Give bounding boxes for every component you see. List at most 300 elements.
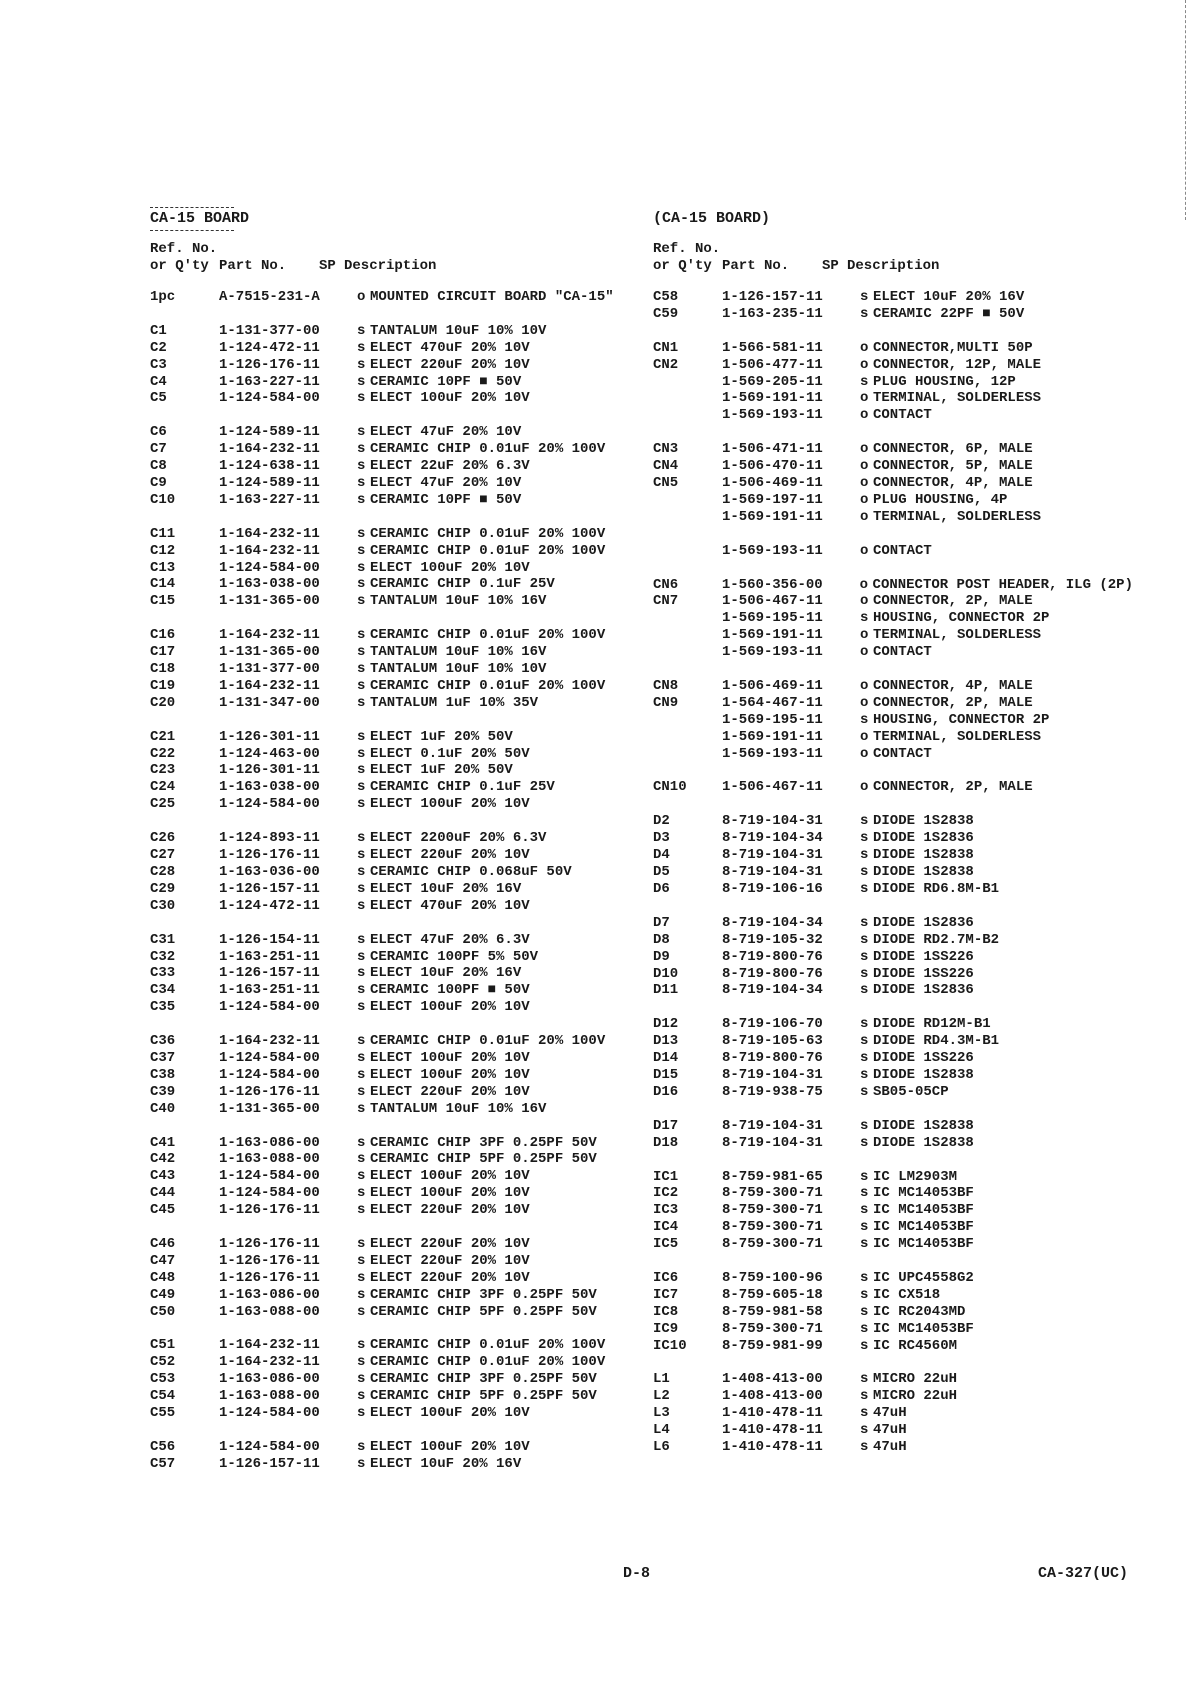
- parts-row: [150, 999, 630, 1016]
- description: CONNECTOR, 4P, MALE: [873, 475, 1033, 492]
- header-sp: SP: [319, 258, 336, 274]
- sp-code: s: [357, 1202, 366, 1219]
- sp-code: o: [860, 694, 869, 711]
- ref-no: [653, 746, 722, 763]
- part-no: 8-719-938-75: [722, 1083, 823, 1100]
- parts-row: [653, 915, 1133, 932]
- description: CONTACT: [873, 745, 932, 762]
- parts-row: [150, 932, 630, 949]
- description: CERAMIC CHIP 5PF 0.25PF 50V: [370, 1151, 597, 1168]
- description: CERAMIC 10PF ■ 50V: [370, 373, 522, 390]
- sp-code: s: [357, 897, 366, 914]
- sp-code: o: [859, 576, 868, 593]
- parts-row: [653, 475, 1133, 492]
- sp-code: s: [357, 677, 366, 694]
- part-no: 1-126-176-11: [219, 1252, 320, 1269]
- sp-code: o: [357, 289, 366, 305]
- description: CONNECTOR, 2P, MALE: [873, 694, 1033, 711]
- parts-row: [653, 1287, 1133, 1304]
- part-no: 1-560-356-00: [721, 576, 823, 593]
- sp-code: s: [357, 847, 366, 864]
- ref-no: C9: [150, 475, 167, 492]
- parts-group: [653, 813, 1133, 897]
- sp-code: s: [860, 914, 869, 931]
- sp-code: s: [357, 1354, 366, 1371]
- sp-code: s: [860, 1320, 869, 1337]
- description: CONNECTOR, 2P, MALE: [873, 779, 1033, 796]
- sp-code: s: [357, 1404, 366, 1421]
- ref-no: C27: [150, 847, 176, 864]
- sp-code: s: [860, 864, 869, 881]
- parts-group: [653, 289, 1133, 323]
- description: CERAMIC 100PF 5% 50V: [370, 948, 539, 965]
- sp-code: o: [860, 339, 869, 356]
- description: DIODE 1S2836: [873, 830, 974, 847]
- sp-code: o: [860, 678, 869, 695]
- parts-group: [150, 526, 630, 610]
- ref-no: IC8: [653, 1303, 679, 1320]
- ref-no: C3: [150, 356, 167, 373]
- sp-code: o: [860, 644, 869, 661]
- part-no: 8-719-104-34: [722, 982, 823, 999]
- description: DIODE 1S2838: [873, 1117, 974, 1134]
- parts-row: [653, 593, 1133, 610]
- ref-no: C11: [150, 525, 176, 542]
- sp-code: s: [357, 491, 366, 508]
- sp-code: s: [357, 948, 366, 965]
- parts-group: [150, 830, 630, 914]
- parts-row: [150, 1371, 630, 1388]
- ref-no: IC3: [653, 1202, 679, 1219]
- description: CONNECTOR POST HEADER, ILG (2P): [872, 576, 1133, 593]
- description: IC RC2043MD: [873, 1303, 966, 1320]
- sp-code: s: [860, 305, 869, 322]
- part-no: 1-126-176-11: [219, 847, 320, 864]
- part-no: 1-506-467-11: [722, 779, 823, 796]
- description: DIODE 1SS226: [873, 965, 974, 982]
- part-no: 1-126-301-11: [219, 728, 320, 745]
- ref-no: C19: [150, 677, 176, 694]
- part-no: 1-569-193-11: [722, 745, 823, 762]
- page-edge-rule: [1185, 0, 1186, 220]
- description: PLUG HOUSING, 4P: [873, 491, 1008, 508]
- sp-code: s: [860, 289, 869, 305]
- board-title: CA-15 BOARD: [150, 210, 250, 227]
- description: CONTACT: [873, 542, 932, 559]
- ref-no: C35: [150, 999, 176, 1016]
- ref-no: C59: [653, 305, 679, 322]
- part-no: 1-410-478-11: [722, 1405, 823, 1422]
- part-no: 1-163-227-11: [219, 491, 320, 508]
- part-no: 8-719-104-34: [722, 914, 823, 931]
- parts-row: [653, 1422, 1133, 1439]
- sp-code: s: [860, 711, 869, 728]
- ref-no: C7: [150, 441, 167, 458]
- ref-no: D9: [653, 948, 670, 965]
- part-no: 1-163-251-11: [219, 948, 320, 965]
- parts-group: [150, 729, 630, 813]
- parts-row: [653, 1219, 1133, 1236]
- sp-code: s: [860, 1016, 869, 1033]
- ref-no: D8: [653, 931, 670, 948]
- ref-no: IC5: [653, 1236, 679, 1253]
- ref-no: C2: [150, 339, 167, 356]
- description: ELECT 10uF 20% 16V: [873, 289, 1025, 305]
- description: ELECT 0.1uF 20% 50V: [370, 745, 530, 762]
- part-no: 8-719-105-32: [722, 931, 823, 948]
- sp-code: s: [860, 847, 869, 864]
- sp-code: s: [357, 525, 366, 542]
- ref-no: CN8: [653, 678, 679, 695]
- description: ELECT 100uF 20% 10V: [370, 1066, 530, 1083]
- ref-no: CN9: [653, 694, 679, 711]
- sp-code: s: [357, 745, 366, 762]
- sp-code: s: [860, 1388, 869, 1405]
- parts-row: [653, 1185, 1133, 1202]
- sp-code: s: [357, 559, 366, 576]
- header-desc: Description: [344, 258, 437, 274]
- sp-code: s: [860, 1303, 869, 1320]
- ref-no: D7: [653, 914, 670, 931]
- sp-code: o: [860, 356, 869, 373]
- parts-row: [653, 678, 1133, 695]
- ref-no: L4: [653, 1422, 670, 1439]
- ref-no: C5: [150, 390, 167, 407]
- parts-row: [653, 847, 1133, 864]
- description: ELECT 220uF 20% 10V: [370, 1235, 530, 1252]
- ref-no: C49: [150, 1286, 176, 1303]
- parts-row: [653, 746, 1133, 763]
- description: ELECT 470uF 20% 10V: [370, 897, 530, 914]
- part-no: 8-759-605-18: [722, 1286, 823, 1303]
- ref-no: [653, 509, 722, 526]
- part-no: 1-408-413-00: [722, 1371, 823, 1388]
- parts-row: [653, 1304, 1133, 1321]
- part-no: 8-719-104-31: [722, 864, 823, 881]
- sp-code: s: [357, 694, 366, 711]
- part-no: 1-124-638-11: [219, 458, 320, 475]
- ref-no: C14: [150, 576, 176, 593]
- part-no: 1-506-469-11: [722, 475, 823, 492]
- parts-row: [150, 458, 630, 475]
- ref-no: CN2: [653, 356, 679, 373]
- sp-code: o: [860, 491, 869, 508]
- ref-no: C17: [150, 644, 176, 661]
- parts-row: [150, 881, 630, 898]
- sp-code: s: [860, 965, 869, 982]
- parts-row: [653, 966, 1133, 983]
- ref-no: C6: [150, 424, 167, 441]
- part-no: 1-164-232-11: [219, 542, 320, 559]
- part-no: 8-759-300-71: [722, 1202, 823, 1219]
- sp-code: s: [357, 627, 366, 644]
- description: CERAMIC CHIP 0.01uF 20% 100V: [370, 441, 606, 458]
- sp-code: s: [860, 1371, 869, 1388]
- ref-no: IC10: [653, 1337, 687, 1354]
- ref-no: D12: [653, 1016, 679, 1033]
- parts-group: [150, 1337, 630, 1421]
- description: ELECT 100uF 20% 10V: [370, 390, 530, 407]
- parts-row: [150, 1050, 630, 1067]
- description: TANTALUM 10uF 10% 10V: [370, 661, 547, 678]
- sp-code: s: [860, 1269, 869, 1286]
- parts-row: [653, 982, 1133, 999]
- part-no: 1-126-176-11: [219, 1269, 320, 1286]
- part-no: 1-569-193-11: [722, 542, 823, 559]
- part-no: 1-124-584-00: [219, 1438, 320, 1455]
- sp-code: s: [357, 458, 366, 475]
- parts-row: [150, 1270, 630, 1287]
- column-header: [653, 241, 1133, 275]
- description: IC MC14053BF: [873, 1185, 974, 1202]
- ref-no: C23: [150, 762, 176, 779]
- ref-no: C54: [150, 1388, 176, 1405]
- part-no: 1-126-176-11: [219, 1235, 320, 1252]
- parts-row: [653, 1202, 1133, 1219]
- sp-code: o: [860, 593, 869, 610]
- parts-row: [653, 864, 1133, 881]
- parts-row: [653, 458, 1133, 475]
- sp-code: o: [860, 508, 869, 525]
- header-ref-line2: or Q'ty: [150, 258, 209, 274]
- ref-no: L3: [653, 1405, 670, 1422]
- sp-code: s: [860, 830, 869, 847]
- parts-group: [150, 1135, 630, 1219]
- part-no: 1-506-470-11: [722, 458, 823, 475]
- model-code: CA-327(UC): [1038, 1565, 1129, 1582]
- part-no: 1-124-584-00: [219, 390, 320, 407]
- parts-row: [150, 1151, 630, 1168]
- ref-no: C42: [150, 1151, 176, 1168]
- sp-code: s: [357, 1083, 366, 1100]
- description: DIODE 1S2836: [873, 914, 974, 931]
- description: CONNECTOR, 6P, MALE: [873, 441, 1033, 458]
- ref-no: D5: [653, 864, 670, 881]
- parts-row: [653, 813, 1133, 830]
- parts-row: [653, 1169, 1133, 1186]
- part-no: 1-164-232-11: [219, 1354, 320, 1371]
- description: CONNECTOR,MULTI 50P: [873, 339, 1033, 356]
- parts-row: [653, 932, 1133, 949]
- part-no: 1-164-232-11: [219, 1033, 320, 1050]
- part-no: 1-131-377-00: [219, 661, 320, 678]
- parts-row: [150, 1337, 630, 1354]
- description: MOUNTED CIRCUIT BOARD "CA-15": [370, 289, 614, 305]
- description: ELECT 100uF 20% 10V: [370, 796, 530, 813]
- part-no: 1-163-086-00: [219, 1134, 320, 1151]
- sp-code: s: [860, 1168, 869, 1185]
- parts-row: [150, 746, 630, 763]
- ref-no: C4: [150, 373, 167, 390]
- sp-code: s: [357, 322, 366, 339]
- part-no: 1-124-463-00: [219, 745, 320, 762]
- part-no: 1-163-235-11: [722, 305, 823, 322]
- parts-row: [150, 424, 630, 441]
- sp-code: s: [860, 1438, 869, 1455]
- ref-no: C46: [150, 1235, 176, 1252]
- description: CERAMIC CHIP 0.01uF 20% 100V: [370, 542, 606, 559]
- part-no: 1-163-086-00: [219, 1371, 320, 1388]
- parts-row: [653, 1371, 1133, 1388]
- parts-row: [150, 1185, 630, 1202]
- sp-code: o: [860, 627, 869, 644]
- description: CERAMIC CHIP 3PF 0.25PF 50V: [370, 1134, 597, 1151]
- sp-code: s: [860, 1134, 869, 1151]
- parts-row: [653, 1405, 1133, 1422]
- sp-code: o: [860, 407, 869, 424]
- ref-no: D18: [653, 1134, 679, 1151]
- part-no: 1-124-584-00: [219, 559, 320, 576]
- part-no: 1-163-038-00: [219, 576, 320, 593]
- description: CERAMIC CHIP 0.01uF 20% 100V: [370, 627, 606, 644]
- description: ELECT 1uF 20% 50V: [370, 728, 513, 745]
- parts-row: [653, 729, 1133, 746]
- parts-row: [653, 306, 1133, 323]
- part-no: 1-164-232-11: [219, 1337, 320, 1354]
- sp-code: o: [860, 745, 869, 762]
- description: ELECT 220uF 20% 10V: [370, 1252, 530, 1269]
- part-no: 1-126-157-11: [722, 289, 823, 305]
- parts-group: [653, 678, 1133, 762]
- description: HOUSING, CONNECTOR 2P: [873, 711, 1050, 728]
- ref-no: C24: [150, 779, 176, 796]
- description: DIODE 1S2838: [873, 1066, 974, 1083]
- parts-row: [653, 340, 1133, 357]
- description: ELECT 100uF 20% 10V: [370, 1404, 530, 1421]
- ref-no: C57: [150, 1455, 176, 1472]
- description: ELECT 1uF 20% 50V: [370, 762, 513, 779]
- parts-row: [150, 390, 630, 407]
- description: ELECT 220uF 20% 10V: [370, 356, 530, 373]
- parts-row: [653, 949, 1133, 966]
- description: TANTALUM 10uF 10% 16V: [370, 593, 547, 610]
- part-no: 1-124-584-00: [219, 999, 320, 1016]
- part-no: 1-124-584-00: [219, 1049, 320, 1066]
- sp-code: s: [357, 1252, 366, 1269]
- description: HOUSING, CONNECTOR 2P: [873, 610, 1050, 627]
- sp-code: s: [357, 1371, 366, 1388]
- part-no: 1-164-232-11: [219, 677, 320, 694]
- page-number: D-8: [623, 1565, 651, 1582]
- parts-row: [150, 898, 630, 915]
- description: ELECT 100uF 20% 10V: [370, 559, 530, 576]
- part-no: 1-126-157-11: [219, 880, 320, 897]
- description: ELECT 2200uF 20% 6.3V: [370, 830, 547, 847]
- description: CERAMIC CHIP 5PF 0.25PF 50V: [370, 1303, 597, 1320]
- parts-row: [150, 1067, 630, 1084]
- part-no: 8-719-104-34: [722, 830, 823, 847]
- description: CERAMIC CHIP 0.01uF 20% 100V: [370, 1354, 606, 1371]
- part-no: 1-569-191-11: [722, 728, 823, 745]
- part-no: 8-719-104-31: [722, 847, 823, 864]
- ref-no: C56: [150, 1438, 176, 1455]
- description: CERAMIC CHIP 0.01uF 20% 100V: [370, 677, 606, 694]
- part-no: 1-124-584-00: [219, 1168, 320, 1185]
- parts-row: [653, 577, 1133, 594]
- description: CERAMIC CHIP 0.068uF 50V: [370, 863, 572, 880]
- parts-row: [150, 762, 630, 779]
- ref-no: C51: [150, 1337, 176, 1354]
- description: ELECT 47uF 20% 10V: [370, 424, 522, 441]
- ref-no: C12: [150, 542, 176, 559]
- header-sp: SP: [822, 258, 839, 274]
- sp-code: s: [357, 880, 366, 897]
- sp-code: s: [357, 1134, 366, 1151]
- ref-no: CN4: [653, 458, 679, 475]
- ref-no: C28: [150, 863, 176, 880]
- sp-code: s: [357, 931, 366, 948]
- parts-row: [150, 1236, 630, 1253]
- title-rule-top: [150, 207, 234, 208]
- parts-row: [150, 543, 630, 560]
- part-no: 8-719-104-31: [722, 1117, 823, 1134]
- parts-row: [150, 729, 630, 746]
- sp-code: s: [860, 1117, 869, 1134]
- parts-row: [150, 779, 630, 796]
- parts-list: [150, 289, 630, 1473]
- ref-no: CN10: [653, 779, 687, 796]
- ref-no: C13: [150, 559, 176, 576]
- parts-row: [653, 1016, 1133, 1033]
- ref-no: C32: [150, 948, 176, 965]
- ref-no: IC4: [653, 1219, 679, 1236]
- ref-no: CN3: [653, 441, 679, 458]
- ref-no: C53: [150, 1371, 176, 1388]
- ref-no: C26: [150, 830, 176, 847]
- sp-code: s: [357, 576, 366, 593]
- parts-row: [150, 1439, 630, 1456]
- parts-row: [150, 1354, 630, 1371]
- ref-no: C41: [150, 1134, 176, 1151]
- description: IC CX518: [873, 1286, 941, 1303]
- parts-row: [653, 1236, 1133, 1253]
- part-no: 1-124-589-11: [219, 475, 320, 492]
- description: DIODE 1S2838: [873, 847, 974, 864]
- sp-code: s: [357, 1100, 366, 1117]
- parts-row: [150, 965, 630, 982]
- parts-row: [150, 1033, 630, 1050]
- ref-no: D17: [653, 1117, 679, 1134]
- sp-code: s: [860, 1236, 869, 1253]
- description: IC MC14053BF: [873, 1236, 974, 1253]
- part-no: 8-719-104-31: [722, 1134, 823, 1151]
- description: ELECT 10uF 20% 16V: [370, 965, 522, 982]
- ref-no: C37: [150, 1049, 176, 1066]
- description: DIODE RD6.8M-B1: [873, 880, 1000, 897]
- ref-no: [653, 610, 722, 627]
- part-no: 1-564-467-11: [722, 694, 823, 711]
- parts-row: [653, 407, 1133, 424]
- parts-row: [653, 1067, 1133, 1084]
- sp-code: s: [357, 1455, 366, 1472]
- parts-row: [150, 492, 630, 509]
- part-no: 8-719-105-63: [722, 1033, 823, 1050]
- part-no: 1-569-193-11: [722, 407, 823, 424]
- ref-no: C16: [150, 627, 176, 644]
- part-no: 1-569-195-11: [722, 610, 823, 627]
- parts-list: [653, 289, 1133, 1456]
- part-no: 1-126-157-11: [219, 965, 320, 982]
- parts-row: [653, 1050, 1133, 1067]
- ref-no: D11: [653, 982, 679, 999]
- parts-row: [653, 492, 1133, 509]
- description: ELECT 10uF 20% 16V: [370, 880, 522, 897]
- part-no: 1-164-232-11: [219, 525, 320, 542]
- description: CERAMIC CHIP 0.01uF 20% 100V: [370, 1033, 606, 1050]
- part-no: 1-569-191-11: [722, 627, 823, 644]
- part-no: 1-124-584-00: [219, 796, 320, 813]
- sp-code: s: [357, 390, 366, 407]
